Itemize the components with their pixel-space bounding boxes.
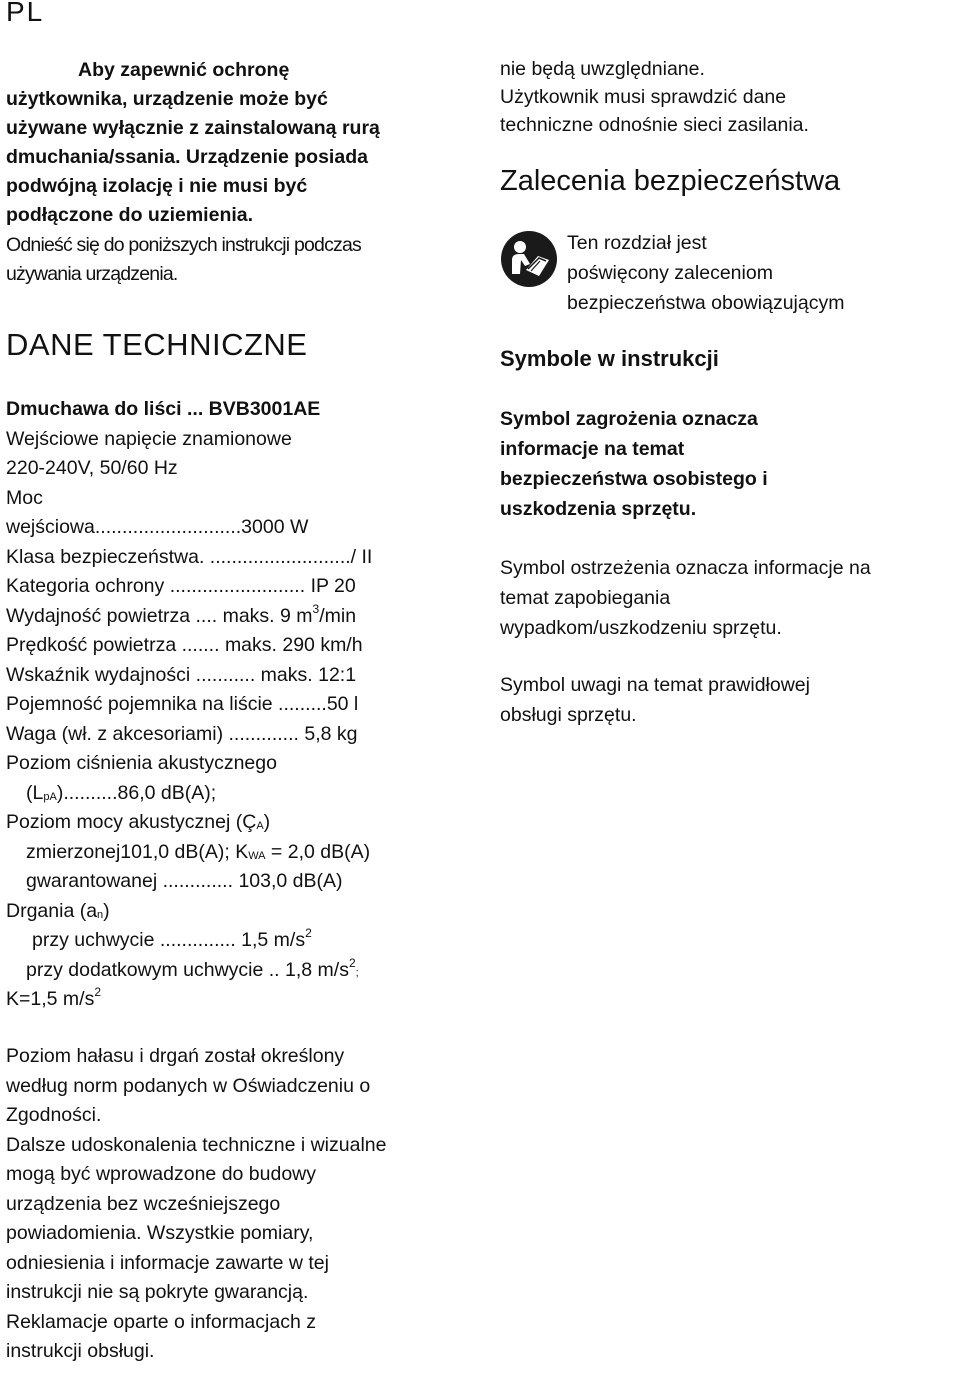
spec-product — [6, 395, 372, 425]
spec-handle-value: 1,5 m/s — [241, 929, 306, 951]
spec-lpa-value: 86,0 dB(A); — [117, 781, 217, 804]
paragraph-line: Symbol uwagi na temat prawidłowej — [500, 674, 810, 696]
spec-vibration-label — [6, 897, 372, 927]
spec-sound-power-close: ) — [263, 811, 271, 833]
symbols-heading: Symbole w instrukcji — [500, 346, 719, 371]
paragraph-line: Użytkownik musi sprawdzić dane — [500, 86, 787, 108]
intro-instructions-line: Odnieść się do poniższych instrukcji podczas — [6, 234, 361, 256]
subscript: A — [256, 820, 264, 832]
spec-dots: .......................... — [204, 545, 351, 568]
spec-protection-value: IP 20 — [310, 575, 356, 597]
spec-aux-handle-tail: ; — [355, 966, 359, 979]
spec-vibration-label-b: ) — [103, 899, 110, 922]
paragraph-line: bezpieczeństwa obowiązującym — [567, 292, 845, 314]
spec-dots: ........... — [190, 663, 261, 686]
intro-instructions — [6, 231, 361, 289]
spec-power-value: 3000 W — [241, 516, 309, 538]
paragraph-line: bezpieczeństwa osobistego i — [500, 468, 768, 490]
spec-list — [6, 395, 372, 1015]
spec-airflow-value: maks. 9 m — [222, 604, 313, 627]
spec-measured — [6, 838, 372, 868]
tech-data-heading: DANE TECHNICZNE — [6, 327, 308, 362]
paragraph-line: uszkodzenia sprzętu. — [500, 498, 697, 520]
spec-airflow-label: Wydajność powietrza — [6, 604, 191, 627]
spec-protection — [6, 572, 372, 602]
spec-kwa-value: = 2,0 dB(A) — [265, 840, 371, 863]
spec-k-value: K=1,5 m/s — [6, 988, 95, 1010]
spec-guaranteed — [6, 867, 372, 897]
spec-class-value: / II — [350, 545, 373, 568]
spec-dots: .......... — [63, 781, 118, 804]
spec-sound-power-label: Poziom mocy akustycznej (Ç — [6, 811, 257, 833]
read-manual-icon — [500, 230, 558, 288]
superscript: 3 — [312, 601, 320, 616]
spec-airspeed-value: maks. 290 km/h — [224, 634, 363, 656]
spec-voltage-label: Wejściowe napięcie znamionowe — [6, 427, 292, 450]
paragraph-line: obsługi sprzętu. — [500, 704, 637, 726]
noise-paragraph — [6, 1042, 386, 1367]
spec-dots: ........................... — [94, 516, 242, 538]
spec-protection-label: Kategoria ochrony — [6, 575, 165, 597]
spec-guaranteed-value: 103,0 dB(A) — [238, 870, 343, 892]
superscript: 2 — [94, 985, 102, 999]
spec-handle-label: przy uchwycie — [32, 929, 155, 951]
spec-weight-value: 5,8 kg — [304, 722, 358, 745]
paragraph-line: Reklamacje oparte o informacjach z — [6, 1310, 316, 1333]
superscript: 2 — [305, 926, 312, 940]
spec-bag-label: Pojemność pojemnika na liście — [6, 693, 273, 715]
spec-sound-pressure-label: Poziom ciśnienia akustycznego — [6, 752, 277, 774]
spec-sound-power — [6, 808, 372, 838]
spec-measured-value: 101,0 dB(A); K — [120, 840, 249, 863]
spec-lpa-close: ) — [56, 781, 64, 804]
spec-guaranteed-label: gwarantowanej — [26, 870, 158, 892]
spec-class-label: Klasa bezpieczeństwa. — [6, 545, 205, 568]
spec-product-model: BVB3001AE — [208, 398, 321, 420]
intro-line: Aby zapewnić ochronę — [78, 59, 290, 81]
paragraph-line: urządzenia bez wcześniejszego — [6, 1192, 281, 1215]
paragraph-line: nie będą uwzględniane. — [500, 58, 705, 80]
paragraph-line: Zgodności. — [6, 1104, 102, 1126]
intro-warning — [6, 56, 476, 230]
subscript: pA — [43, 790, 57, 803]
paragraph-line: według norm podanych w Oświadczeniu o — [6, 1074, 371, 1097]
spec-power-label: Moc — [6, 486, 43, 509]
paragraph-line: odniesienia i informacje zawarte w tej — [6, 1251, 329, 1274]
spec-k — [6, 985, 372, 1015]
spec-aux-handle-label: przy dodatkowym uchwycie — [26, 958, 264, 981]
spec-dots: ............. — [223, 722, 305, 745]
intro-line: podłączone do uziemienia. — [6, 204, 254, 226]
paragraph-line: temat zapobiegania — [500, 587, 671, 609]
spec-airspeed — [6, 631, 372, 661]
spec-class — [6, 543, 372, 573]
spec-dots: ....... — [176, 634, 225, 656]
paragraph-line: Dalsze udoskonalenia techniczne i wizualne — [6, 1133, 387, 1156]
paragraph-line: poświęcony zaleceniom — [567, 262, 773, 284]
spec-ratio-label: Wskaźnik wydajności — [6, 663, 191, 686]
spec-bag — [6, 690, 372, 720]
paragraph-line: Symbol zagrożenia oznacza — [500, 408, 758, 430]
spec-dots: ......................... — [164, 575, 311, 597]
spec-dots: .............. — [154, 929, 242, 951]
paragraph-line: Symbol ostrzeżenia oznacza informacje na — [500, 557, 871, 579]
spec-lpa — [6, 779, 372, 809]
symbol-attention-description — [500, 670, 810, 730]
spec-airflow-unit: /min — [319, 604, 357, 627]
spec-dots: .. — [263, 958, 286, 981]
paragraph-line: instrukcji obsługi. — [6, 1340, 155, 1362]
power-supply-note — [500, 55, 809, 139]
spec-airflow — [6, 602, 372, 632]
subscript: WA — [248, 849, 266, 862]
paragraph-line: techniczne odnośnie sieci zasilania. — [500, 114, 809, 136]
safety-intro — [567, 228, 844, 318]
spec-power-label-2: wejściowa — [6, 516, 95, 538]
spec-voltage-value: 220-240V, 50/60 Hz — [6, 457, 178, 479]
spec-weight-label: Waga (wł. z akcesoriami) — [6, 722, 224, 745]
spec-measured-label: zmierzonej — [26, 840, 121, 863]
paragraph-line: instrukcji nie są pokryte gwarancją. — [6, 1281, 309, 1303]
paragraph-line: Poziom hałasu i drgań został określony — [6, 1045, 345, 1067]
symbol-warning-description — [500, 553, 871, 643]
spec-vibration-label-a: Drgania (a — [6, 899, 98, 922]
paragraph-line: informacje na temat — [500, 438, 685, 460]
spec-dots: ... — [181, 398, 209, 420]
spec-dots: ......... — [272, 693, 327, 715]
spec-weight — [6, 720, 372, 750]
spec-lpa-open: (L — [26, 781, 44, 804]
spec-power — [6, 513, 372, 543]
spec-handle — [6, 926, 372, 956]
spec-ratio-value: maks. 12:1 — [260, 663, 357, 686]
intro-line: użytkownika, urządzenie może być — [6, 88, 328, 110]
intro-line: dmuchania/ssania. Urządzenie posiada — [6, 146, 368, 168]
paragraph-line: Ten rozdział jest — [567, 232, 707, 254]
spec-dots: .... — [190, 604, 223, 627]
spec-aux-handle-value: 1,8 m/s — [285, 958, 349, 981]
spec-aux-handle — [6, 956, 372, 986]
paragraph-line: wypadkom/uszkodzeniu sprzętu. — [500, 617, 782, 639]
paragraph-line: powiadomienia. Wszystkie pomiary, — [6, 1222, 314, 1244]
spec-ratio — [6, 661, 372, 691]
symbol-danger-description — [500, 404, 768, 524]
superscript: 2 — [348, 955, 356, 970]
intro-line: podwójną izolację i nie musi być — [6, 175, 308, 197]
spec-airspeed-label: Prędkość powietrza — [6, 634, 177, 656]
subscript: n — [97, 908, 104, 921]
language-code: PL — [6, 0, 45, 27]
safety-heading: Zalecenia bezpieczeństwa — [500, 165, 841, 197]
spec-bag-value: 50 l — [326, 693, 359, 715]
spec-dots: ............. — [157, 870, 239, 892]
intro-instructions-line: używania urządzenia. — [6, 263, 178, 285]
paragraph-line: mogą być wprowadzone do budowy — [6, 1163, 317, 1185]
intro-line: używane wyłącznie z zainstalowaną rurą — [6, 117, 380, 139]
spec-product-label: Dmuchawa do liści — [6, 398, 182, 420]
